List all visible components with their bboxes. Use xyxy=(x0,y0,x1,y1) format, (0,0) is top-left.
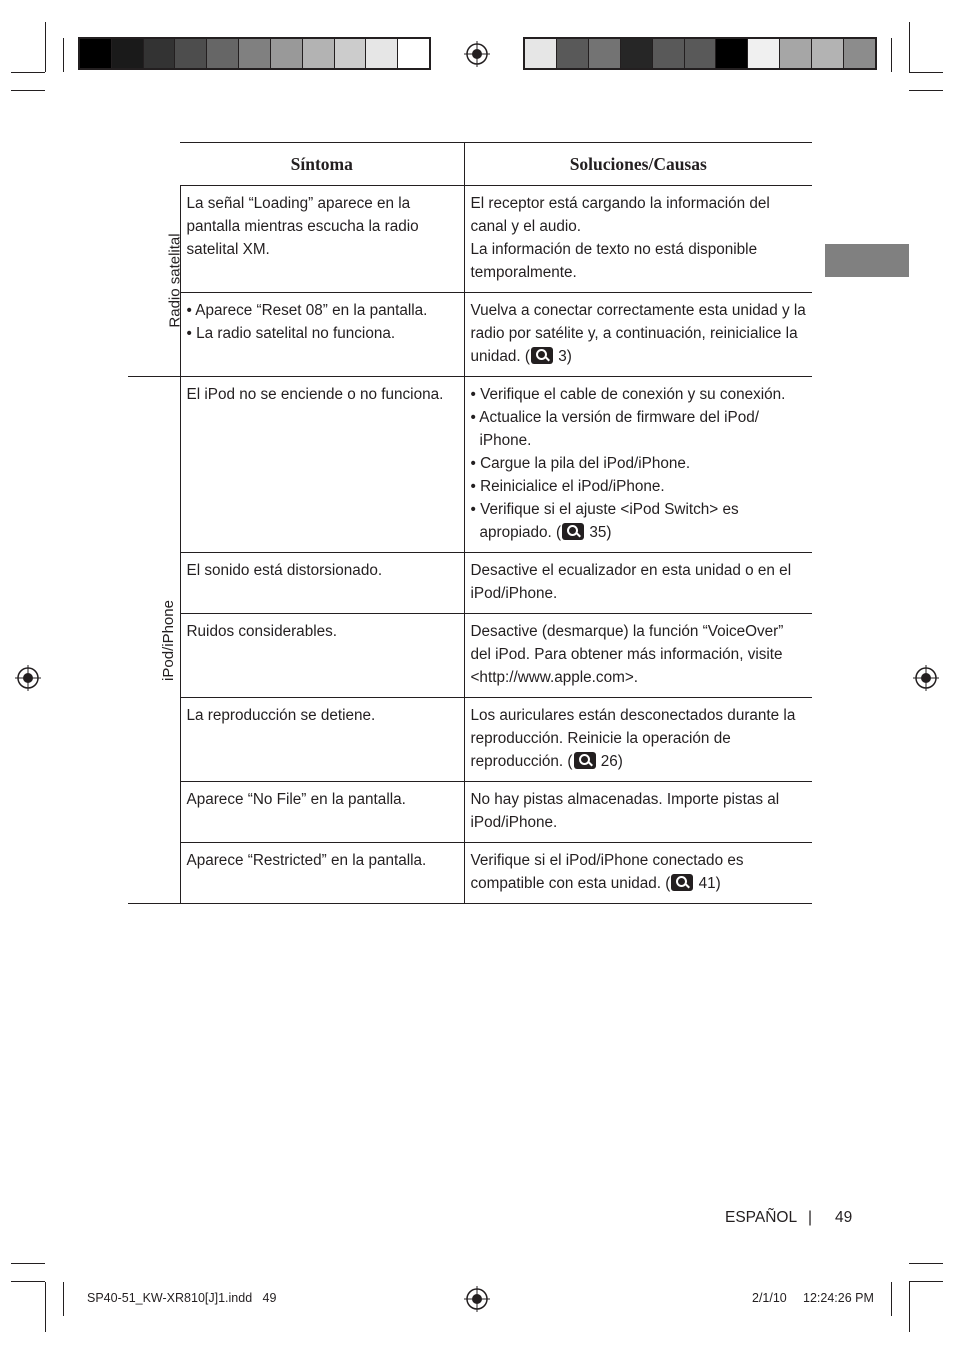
color-swatch xyxy=(844,39,875,68)
color-swatch xyxy=(557,39,589,68)
crop-mark xyxy=(11,1281,45,1282)
color-swatch xyxy=(716,39,748,68)
table-row xyxy=(128,553,812,614)
table-row xyxy=(128,377,812,553)
table-row xyxy=(128,843,812,904)
crop-mark xyxy=(909,72,943,73)
table-row xyxy=(128,698,812,782)
magnifier-icon xyxy=(671,874,693,891)
color-swatch xyxy=(335,39,367,68)
color-swatch xyxy=(366,39,398,68)
color-swatch xyxy=(239,39,271,68)
solution-cell: Vuelva a conectar correctamente esta unidad y la radio por satélite y, a continuación, reinicialice la unidad. ( 3) xyxy=(464,293,812,377)
color-swatch xyxy=(685,39,717,68)
symptom-cell: Aparece “No File” en la pantalla. xyxy=(180,782,464,843)
symptom-cell: La señal “Loading” aparece en la pantalla mientras escucha la radio satelital XM. xyxy=(180,186,464,293)
symptom-cell: El sonido está distorsionado. xyxy=(180,553,464,614)
crop-mark xyxy=(909,90,943,91)
category-cell xyxy=(128,377,180,904)
color-swatch xyxy=(271,39,303,68)
language-tab xyxy=(825,244,909,277)
header-symptom: Síntoma xyxy=(180,143,464,186)
crop-mark xyxy=(891,38,892,72)
solution-cell xyxy=(464,377,812,553)
magnifier-icon xyxy=(562,523,584,540)
table-row xyxy=(128,782,812,843)
troubleshooting-table xyxy=(128,142,812,904)
header-solution: Soluciones/Causas xyxy=(464,143,812,186)
table-row xyxy=(128,614,812,698)
crop-mark xyxy=(11,72,45,73)
symptom-cell: Aparece “Restricted” en la pantalla. xyxy=(180,843,464,904)
symptom-cell xyxy=(180,293,464,377)
solution-cell: El receptor está cargando la información del canal y el audio. La información de texto no está disponible temporalmente. xyxy=(464,186,812,293)
list-item: • Verifique si el ajuste <iPod Switch> es apropiado. ( 35) xyxy=(471,498,807,544)
page-number: 49 xyxy=(835,1209,853,1226)
slug-filename: SP40-51_KW-XR810[J]1.indd 49 xyxy=(87,1291,277,1305)
category-label-ipod: iPod/iPhone xyxy=(159,599,177,681)
registration-mark-icon xyxy=(464,41,490,67)
color-calibration-bar-right xyxy=(523,37,877,70)
color-swatch xyxy=(398,39,429,68)
color-swatch xyxy=(175,39,207,68)
crop-mark xyxy=(45,22,46,72)
footer-separator: | xyxy=(808,1209,813,1226)
symptom-cell: La reproducción se detiene. xyxy=(180,698,464,782)
table-header-row xyxy=(128,143,812,186)
slug-time: 12:24:26 PM xyxy=(803,1291,874,1305)
crop-mark xyxy=(909,1282,910,1332)
color-calibration-bar-left xyxy=(78,37,431,70)
symptom-cell: Ruidos considerables. xyxy=(180,614,464,698)
registration-mark-icon xyxy=(913,665,939,691)
solution-cell: No hay pistas almacenadas. Importe pistas al iPod/iPhone. xyxy=(464,782,812,843)
color-swatch xyxy=(525,39,557,68)
crop-mark xyxy=(63,1282,64,1316)
color-swatch xyxy=(780,39,812,68)
crop-mark xyxy=(45,1282,46,1332)
solution-cell: Desactive el ecualizador en esta unidad o en el iPod/iPhone. xyxy=(464,553,812,614)
solution-cell: Desactive (desmarque) la función “VoiceOver” del iPod. Para obtener más información, visite <http://www.apple.com>. xyxy=(464,614,812,698)
category-label-radio: Radio satelital xyxy=(166,233,184,328)
color-swatch xyxy=(589,39,621,68)
slug-date: 2/1/10 xyxy=(752,1291,787,1305)
list-item: • Actualice la versión de firmware del iPod/ iPhone. xyxy=(471,406,807,452)
crop-mark xyxy=(909,1263,943,1264)
solution-cell: Los auriculares están desconectados durante la reproducción. Reinicie la operación de reproducción. ( 26) xyxy=(464,698,812,782)
category-cell xyxy=(128,186,184,377)
color-swatch xyxy=(80,39,112,68)
magnifier-icon xyxy=(574,752,596,769)
crop-mark xyxy=(11,1263,45,1264)
color-swatch xyxy=(812,39,844,68)
registration-mark-icon xyxy=(15,665,41,691)
list-item: • La radio satelital no funciona. xyxy=(187,322,458,345)
list-item: • Reinicialice el iPod/iPhone. xyxy=(471,475,807,498)
color-swatch xyxy=(303,39,335,68)
color-swatch xyxy=(207,39,239,68)
list-item: • Cargue la pila del iPod/iPhone. xyxy=(471,452,807,475)
color-swatch xyxy=(748,39,780,68)
color-swatch xyxy=(144,39,176,68)
color-swatch xyxy=(653,39,685,68)
table-row xyxy=(128,186,812,293)
solution-cell: Verifique si el iPod/iPhone conectado es compatible con esta unidad. ( 41) xyxy=(464,843,812,904)
crop-mark xyxy=(909,22,910,72)
list-item: • Aparece “Reset 08” en la pantalla. xyxy=(187,299,458,322)
magnifier-icon xyxy=(531,347,553,364)
registration-mark-icon xyxy=(464,1286,490,1312)
crop-mark xyxy=(909,1281,943,1282)
color-swatch xyxy=(621,39,653,68)
symptom-cell: El iPod no se enciende o no funciona. xyxy=(180,377,464,553)
list-item: • Verifique el cable de conexión y su conexión. xyxy=(471,383,807,406)
table-row xyxy=(128,293,812,377)
color-swatch xyxy=(112,39,144,68)
crop-mark xyxy=(63,38,64,72)
footer-language: ESPAÑOL xyxy=(725,1209,798,1226)
crop-mark xyxy=(891,1282,892,1316)
crop-mark xyxy=(11,90,45,91)
